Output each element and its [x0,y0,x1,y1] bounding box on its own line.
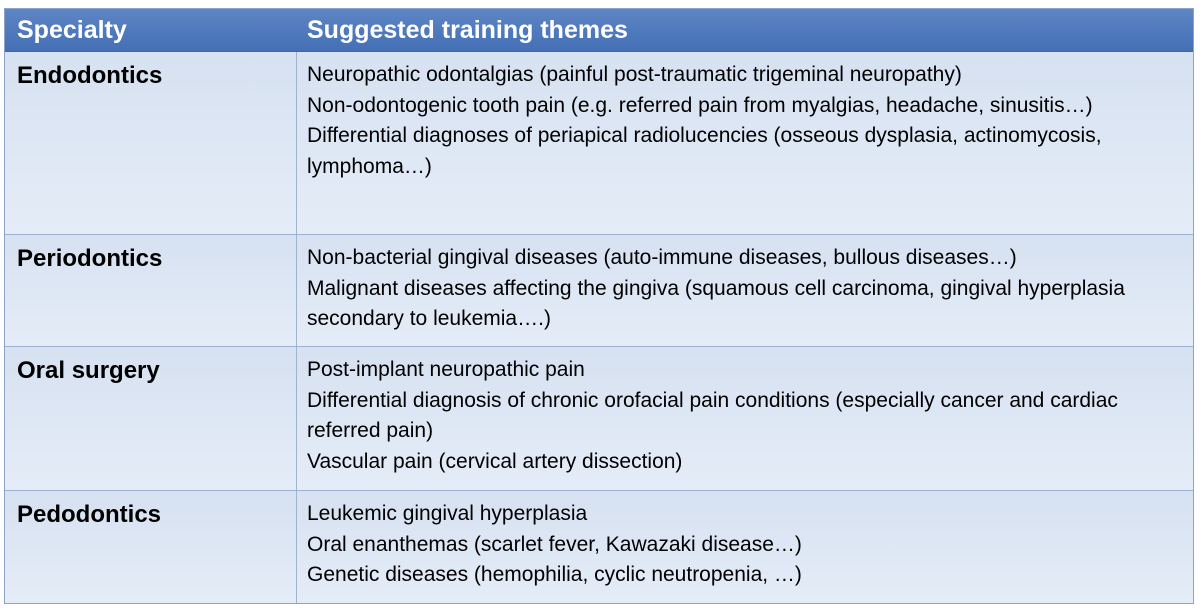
theme-item: Post-implant neuropathic pain [307,358,585,381]
column-divider [296,52,297,603]
header-specialty: Specialty [17,16,127,44]
table-header [5,9,1193,52]
table-row-pedodontics [5,491,1193,603]
theme-item: Genetic diseases (hemophilia, cyclic neutropenia, …) [307,563,802,586]
specialty-cell: Endodontics [17,62,163,89]
table-row-periodontics [5,235,1193,347]
themes-cell [307,243,1167,335]
specialty-cell: Oral surgery [17,357,160,384]
themes-cell [307,499,1187,591]
specialty-cell: Pedodontics [17,501,162,528]
theme-item: Neuropathic odontalgias (painful post-traumatic trigeminal neuropathy) [307,63,962,86]
theme-item: Non-bacterial gingival diseases (auto-immune diseases, bullous diseases…) [307,246,1017,269]
specialty-cell: Periodontics [17,245,163,272]
themes-cell [307,60,1137,182]
table-row-oral-surgery [5,347,1193,491]
themes-cell [307,355,1177,477]
theme-item: Non-odontogenic tooth pain (e.g. referred pain from myalgias, headache, sinusitis…) [307,93,1093,117]
table-row-endodontics [5,52,1193,235]
header-themes: Suggested training themes [307,16,628,44]
training-themes-table [4,8,1194,604]
theme-item: Differential diagnoses of periapical radiolucencies (osseous dysplasia, actinomycosis, lymphoma…) [307,124,1102,178]
theme-item: Vascular pain (cervical artery dissection) [307,449,683,473]
theme-item: Leukemic gingival hyperplasia [307,502,588,525]
theme-item: Malignant diseases affecting the gingiva (squamous cell carcinoma, gingival hyperplasia secondary to leukemia….) [307,276,1125,330]
theme-item: Oral enanthemas (scarlet fever, Kawazaki disease…) [307,532,802,556]
theme-item: Differential diagnosis of chronic orofacial pain conditions (especially cancer and cardiac referred pain) [307,388,1118,442]
